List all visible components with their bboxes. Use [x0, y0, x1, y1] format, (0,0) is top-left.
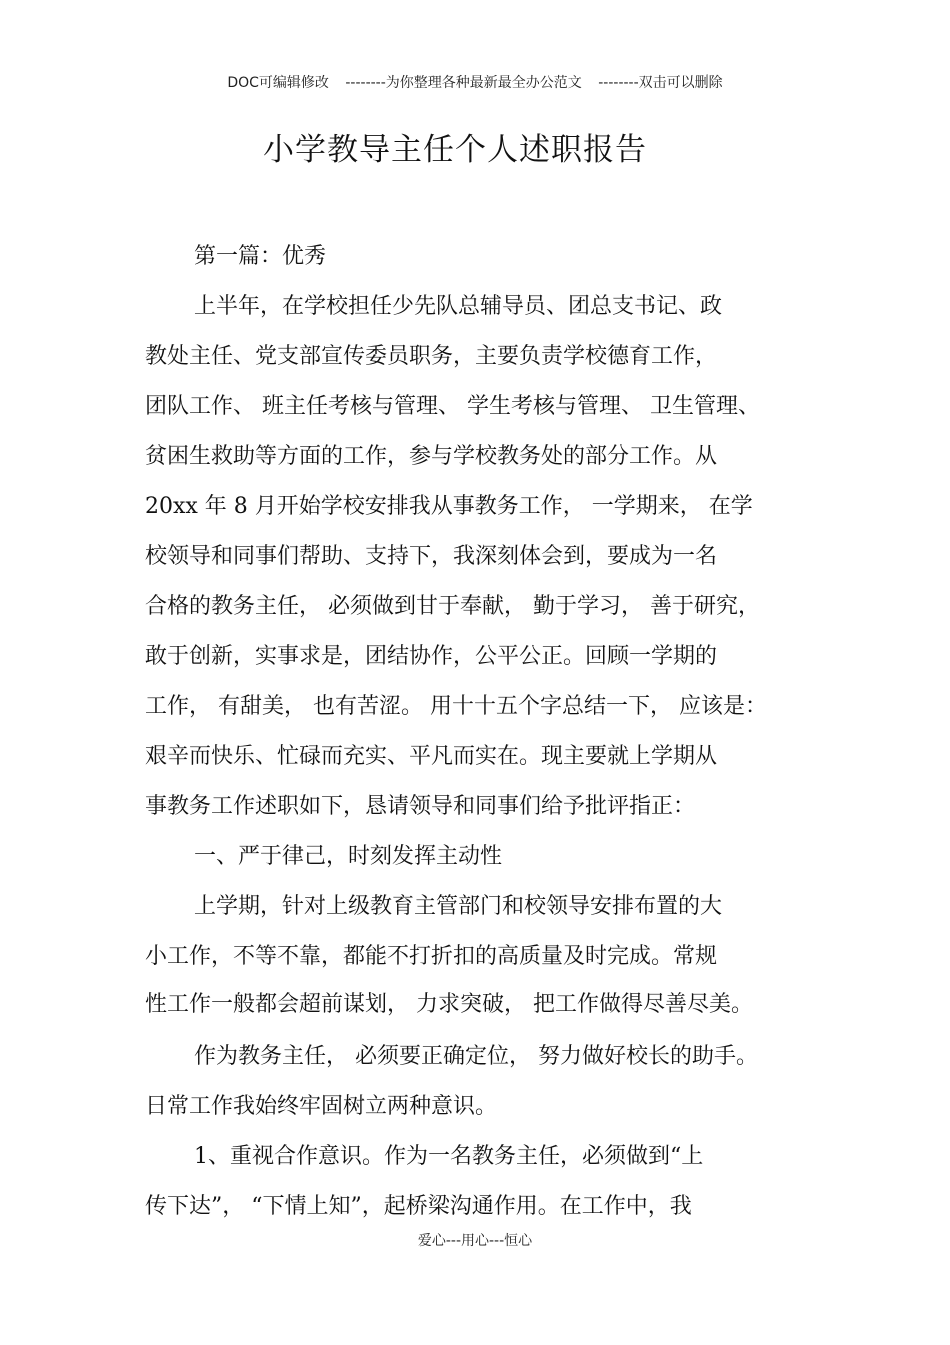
- header-office-templates: --------为你整理各种最新最全办公范文: [345, 75, 582, 91]
- header-doc-editable: DOC可编辑修改: [227, 75, 329, 91]
- paragraph-line: 敢于创新，实事求是，团结协作，公平公正。回顾一学期的: [145, 644, 718, 669]
- paragraph-line: 事教务工作述职如下，恳请领导和同事们给予批评指正：: [145, 794, 696, 819]
- paragraph-line: 工作， 有甜美， 也有苦涩。 用十十五个字总结一下， 应该是：: [145, 694, 767, 719]
- paragraph-line: 作为教务主任， 必须要正确定位， 努力做好校长的助手。: [194, 1044, 758, 1069]
- document-footer: 爱心---用心---恒心: [417, 1233, 533, 1249]
- document-header: [0, 72, 950, 92]
- paragraph-line: 团队工作、 班主任考核与管理、 学生考核与管理、 卫生管理、: [145, 394, 760, 419]
- section-heading: 第一篇：优秀: [194, 244, 327, 269]
- paragraph-line: 小工作，不等不靠，都能不打折扣的高质量及时完成。常规: [145, 944, 718, 969]
- paragraph-line: 教处主任、党支部宣传委员职务，主要负责学校德育工作，: [145, 344, 718, 369]
- document-title: 小学教导主任个人述职报告: [263, 132, 647, 168]
- paragraph-line: 上半年，在学校担任少先队总辅导员、团总支书记、政: [194, 294, 723, 319]
- paragraph-line: 上学期，针对上级教育主管部门和校领导安排布置的大: [194, 894, 723, 919]
- paragraph-line: 20xx 年 8 月开始学校安排我从事教务工作， 一学期来， 在学: [145, 494, 753, 519]
- subsection-heading: 一、严于律己，时刻发挥主动性: [194, 844, 503, 869]
- paragraph-line: 性工作一般都会超前谋划， 力求突破， 把工作做得尽善尽美。: [145, 992, 753, 1017]
- paragraph-line: 1、重视合作意识。作为一名教务主任，必须做到“上: [194, 1144, 704, 1169]
- paragraph-line: 日常工作我始终牢固树立两种意识。: [145, 1094, 498, 1119]
- paragraph-line: 合格的教务主任， 必须做到甘于奉献， 勤于学习， 善于研究，: [145, 594, 760, 619]
- paragraph-line: 校领导和同事们帮助、支持下，我深刻体会到，要成为一名: [145, 544, 718, 569]
- paragraph-line: 艰辛而快乐、忙碌而充实、平凡而实在。现主要就上学期从: [145, 744, 718, 769]
- paragraph-line: 传下达”， “下情上知”，起桥梁沟通作用。在工作中，我: [145, 1194, 692, 1219]
- header-double-click-delete: --------双击可以删除: [598, 75, 723, 91]
- paragraph-line: 贫困生救助等方面的工作，参与学校教务处的部分工作。从: [145, 444, 718, 469]
